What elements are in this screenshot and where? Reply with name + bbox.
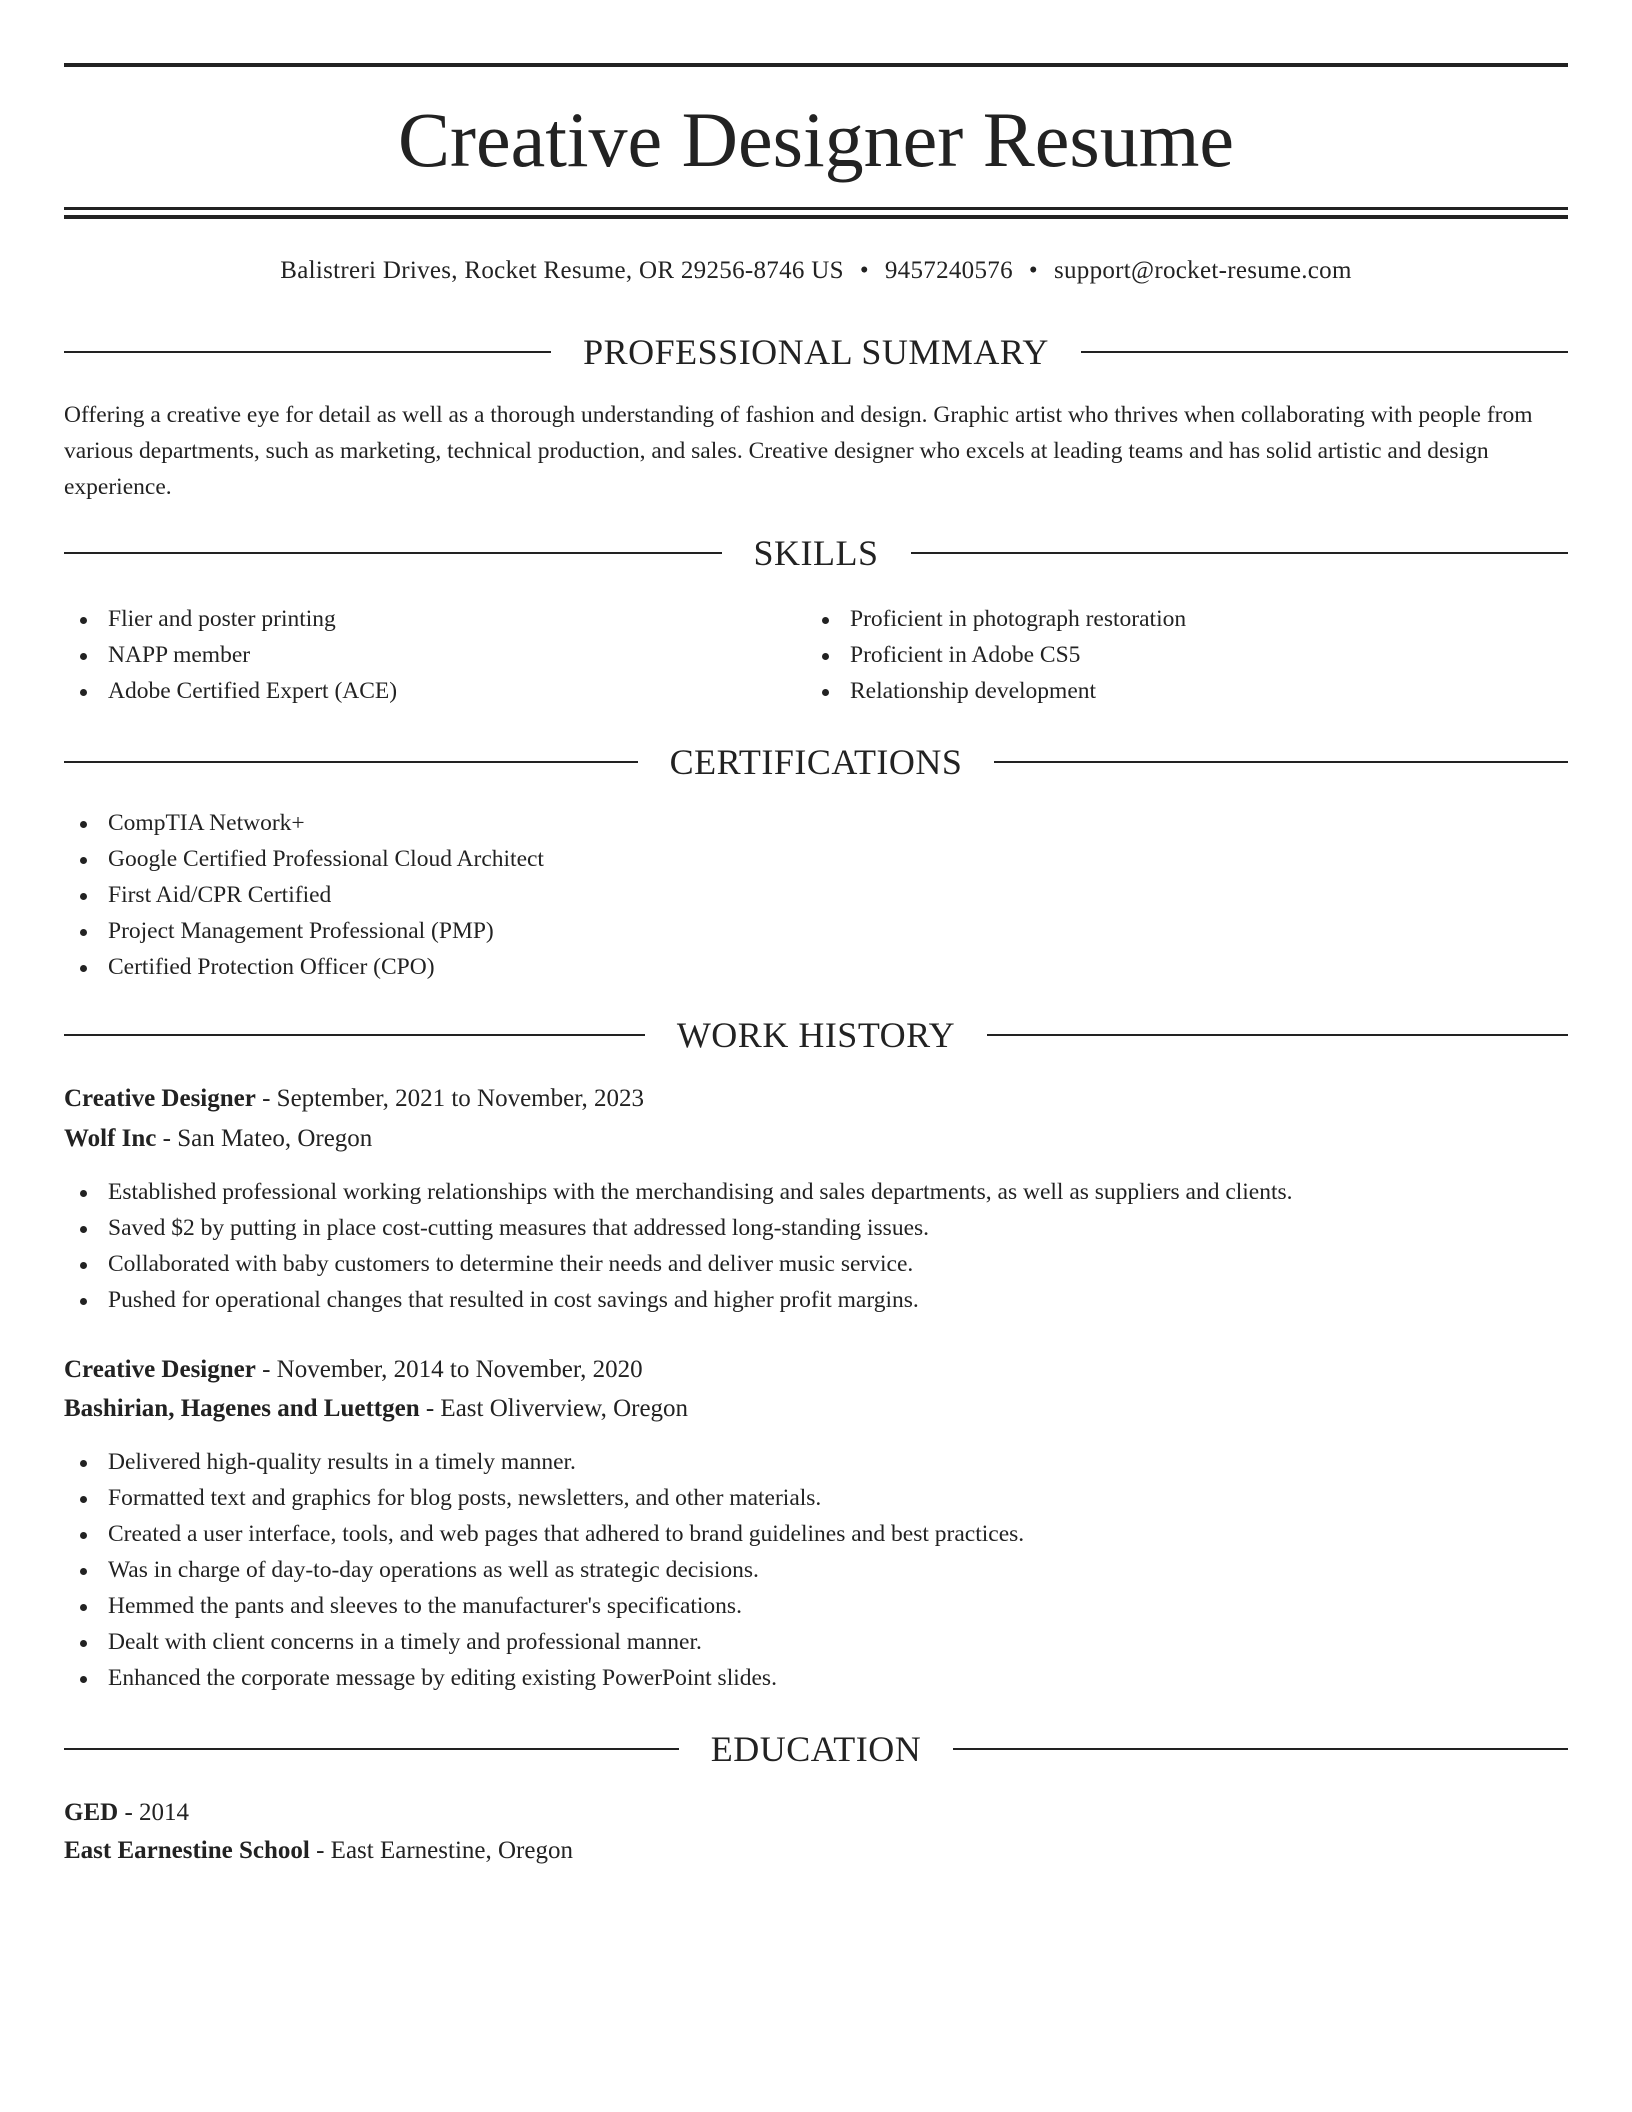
skill-item: NAPP member — [64, 637, 397, 673]
certification-item: First Aid/CPR Certified — [64, 877, 544, 913]
contact-phone: 9457240576 — [884, 257, 1013, 284]
job-company-line — [64, 1121, 372, 1157]
summary-text: Offering a creative eye for detail as well as a thorough understanding of fashion and design. Graphic artist who thrives when collaborating with people from various departments, such as marketing, technical production, and sales. Creative designer who excels at leading teams and has solid artistic and design experience. — [64, 402, 1533, 500]
education-degree-line — [64, 1795, 189, 1831]
job-bullet: Saved $2 by putting in place cost-cutting measures that addressed long-standing issues. — [64, 1210, 1293, 1246]
section-rule — [64, 552, 722, 554]
contact-email: support@rocket-resume.com — [1053, 257, 1352, 284]
header-bottom-rule-2 — [64, 215, 1568, 219]
skill-item: Proficient in Adobe CS5 — [806, 637, 1186, 673]
page-title: Creative Designer Resume — [397, 96, 1235, 183]
job-title: Creative Designer — [64, 1356, 256, 1383]
section-heading-skills — [64, 528, 1568, 578]
section-heading-education — [64, 1724, 1568, 1774]
section-heading-summary — [64, 327, 1568, 377]
job-title-line — [64, 1352, 643, 1388]
job-bullet: Collaborated with baby customers to determine their needs and deliver music service. — [64, 1246, 1293, 1282]
section-rule — [1081, 351, 1568, 353]
job-bullet: Delivered high-quality results in a timely manner. — [64, 1444, 1024, 1480]
section-title: EDUCATION — [710, 1729, 922, 1769]
section-rule — [953, 1748, 1568, 1750]
contact-separator: • — [859, 257, 869, 284]
section-rule — [64, 1034, 645, 1036]
section-rule — [64, 761, 638, 763]
job-location: - East Oliverview, Oregon — [419, 1395, 689, 1422]
job-title-line — [64, 1081, 644, 1117]
section-rule — [64, 351, 551, 353]
contact-address: Balistreri Drives, Rocket Resume, OR 29256-8746 US — [280, 257, 844, 284]
education-year: - 2014 — [118, 1799, 190, 1826]
section-rule — [994, 761, 1568, 763]
job-bullets — [64, 1174, 1293, 1318]
skill-item: Relationship development — [806, 673, 1186, 709]
job-bullet: Hemmed the pants and sleeves to the manufacturer's specifications. — [64, 1588, 1024, 1624]
section-heading-certifications — [64, 737, 1568, 787]
job-bullet: Formatted text and graphics for blog posts, newsletters, and other materials. — [64, 1480, 1024, 1516]
section-heading-work — [64, 1010, 1568, 1060]
job-location: - San Mateo, Oregon — [156, 1125, 373, 1152]
certification-item: Google Certified Professional Cloud Architect — [64, 841, 544, 877]
header-top-rule — [64, 63, 1568, 67]
contact-separator: • — [1028, 257, 1038, 284]
certification-item: CompTIA Network+ — [64, 805, 544, 841]
section-rule — [911, 552, 1569, 554]
education-school: East Earnestine School — [64, 1837, 310, 1864]
job-dates: - September, 2021 to November, 2023 — [255, 1085, 645, 1112]
education-location: - East Earnestine, Oregon — [309, 1837, 573, 1864]
skill-item: Flier and poster printing — [64, 601, 397, 637]
job-bullet: Was in charge of day-to-day operations as well as strategic decisions. — [64, 1552, 1024, 1588]
skills-list-left — [64, 601, 397, 709]
skill-item: Proficient in photograph restoration — [806, 601, 1186, 637]
job-bullet: Enhanced the corporate message by editing existing PowerPoint slides. — [64, 1660, 1024, 1696]
job-company: Bashirian, Hagenes and Luettgen — [64, 1395, 420, 1422]
job-company-line — [64, 1391, 688, 1427]
job-dates: - November, 2014 to November, 2020 — [255, 1356, 643, 1383]
education-degree: GED — [64, 1799, 119, 1826]
job-company: Wolf Inc — [64, 1125, 157, 1152]
job-bullet: Established professional working relationships with the merchandising and sales departments, as well as suppliers and clients. — [64, 1174, 1293, 1210]
section-rule — [64, 1748, 679, 1750]
job-bullets — [64, 1444, 1024, 1696]
skill-item: Adobe Certified Expert (ACE) — [64, 673, 397, 709]
skills-list-right — [806, 601, 1186, 709]
section-title: SKILLS — [753, 533, 879, 573]
contact-line — [64, 254, 1568, 288]
section-title: CERTIFICATIONS — [669, 742, 963, 782]
job-bullet: Pushed for operational changes that resulted in cost savings and higher profit margins. — [64, 1282, 1293, 1318]
job-bullet: Dealt with client concerns in a timely and professional manner. — [64, 1624, 1024, 1660]
section-title: PROFESSIONAL SUMMARY — [583, 332, 1049, 372]
section-title: WORK HISTORY — [676, 1015, 956, 1055]
job-title: Creative Designer — [64, 1085, 256, 1112]
section-rule — [987, 1034, 1568, 1036]
job-bullet: Created a user interface, tools, and web pages that adhered to brand guidelines and best practices. — [64, 1516, 1024, 1552]
education-school-line — [64, 1833, 573, 1869]
certification-item: Certified Protection Officer (CPO) — [64, 949, 544, 985]
certifications-list — [64, 805, 544, 985]
certification-item: Project Management Professional (PMP) — [64, 913, 544, 949]
header-bottom-rule — [64, 207, 1568, 210]
